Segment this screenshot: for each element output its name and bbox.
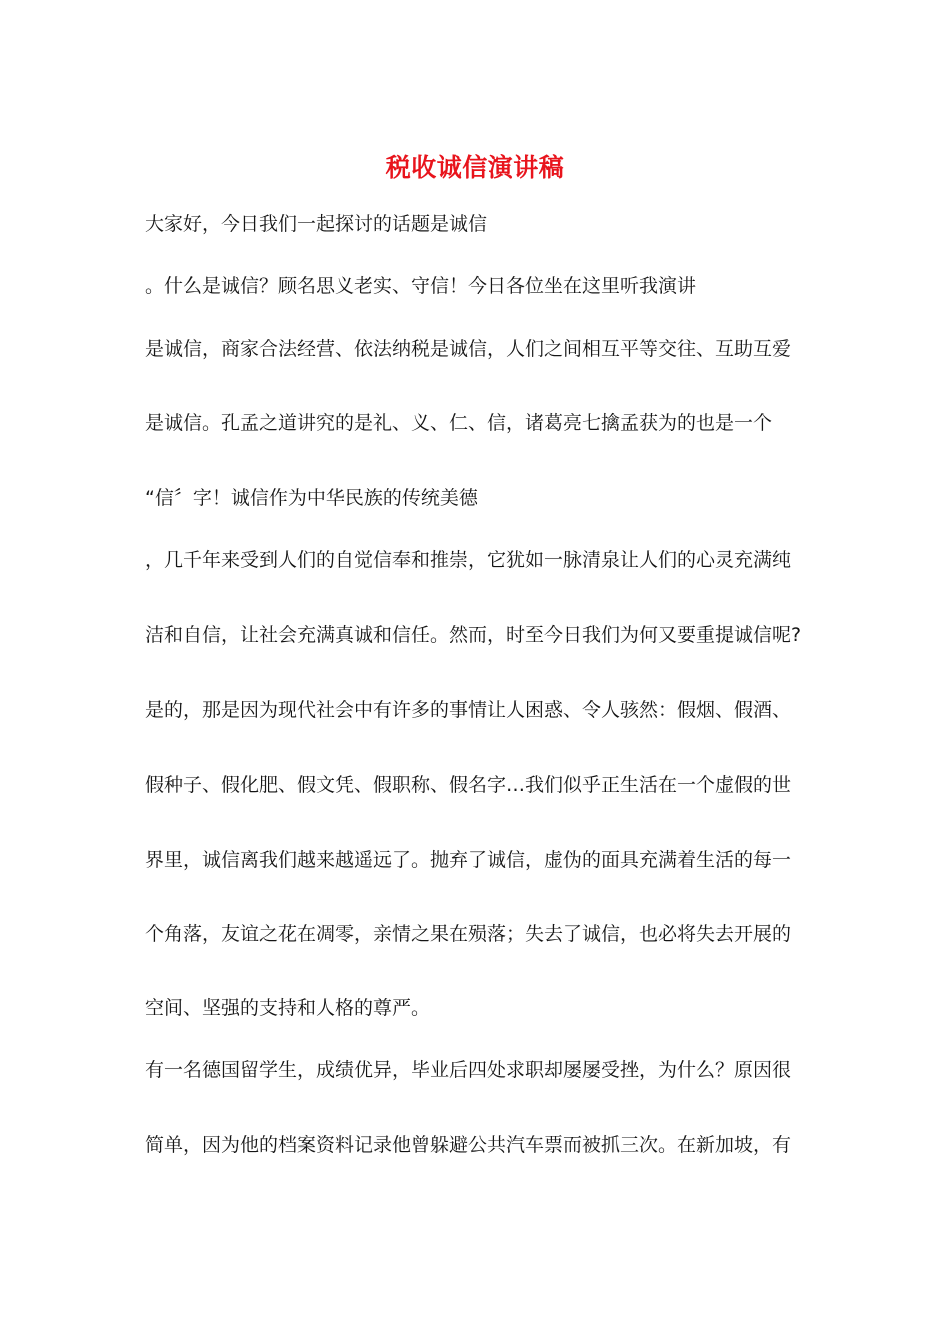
paragraph-line: 个角落，友谊之花在凋零，亲情之果在殒落；失去了诚信，也必将失去开展的 — [145, 923, 792, 945]
paragraph-line: 有一名德国留学生，成绩优异，毕业后四处求职却屡屡受挫，为什么？原因很 — [145, 1059, 792, 1081]
paragraph-line: 大家好，今日我们一起探讨的话题是诚信 — [145, 213, 488, 235]
paragraph-line: 是诚信，商家合法经营、依法纳税是诚信，人们之间相互平等交往、互助互爱 — [145, 338, 792, 360]
paragraph-line: 是诚信。孔孟之道讲究的是礼、义、仁、信，诸葛亮七擒孟获为的也是一个 — [145, 412, 773, 434]
paragraph-line: 界里，诚信离我们越来越遥远了。抛弃了诚信，虚伪的面具充满着生活的每一 — [145, 849, 792, 871]
paragraph-line: 假种子、假化肥、假文凭、假职称、假名字…我们似乎正生活在一个虚假的世 — [145, 774, 792, 796]
paragraph-line: 洁和自信，让社会充满真诚和信任。然而，时至今日我们为何又要重提诚信呢? — [145, 624, 802, 646]
paragraph-line: 是的，那是因为现代社会中有许多的事情让人困惑、令人骇然：假烟、假酒、 — [145, 699, 792, 721]
paragraph-line: 。什么是诚信？顾名思义老实、守信！今日各位坐在这里听我演讲 — [145, 275, 697, 297]
paragraph-line: 空间、坚强的支持和人格的尊严。 — [145, 997, 431, 1019]
document-title: 税收诚信演讲稿 — [385, 153, 565, 182]
paragraph-line: 简单，因为他的档案资料记录他曾躲避公共汽车票而被抓三次。在新加坡，有 — [145, 1134, 792, 1156]
paragraph-line: ，几千年来受到人们的自觉信奉和推崇，它犹如一脉清泉让人们的心灵充满纯 — [145, 549, 792, 571]
paragraph-line: “信〞字！诚信作为中华民族的传统美德 — [145, 487, 478, 509]
